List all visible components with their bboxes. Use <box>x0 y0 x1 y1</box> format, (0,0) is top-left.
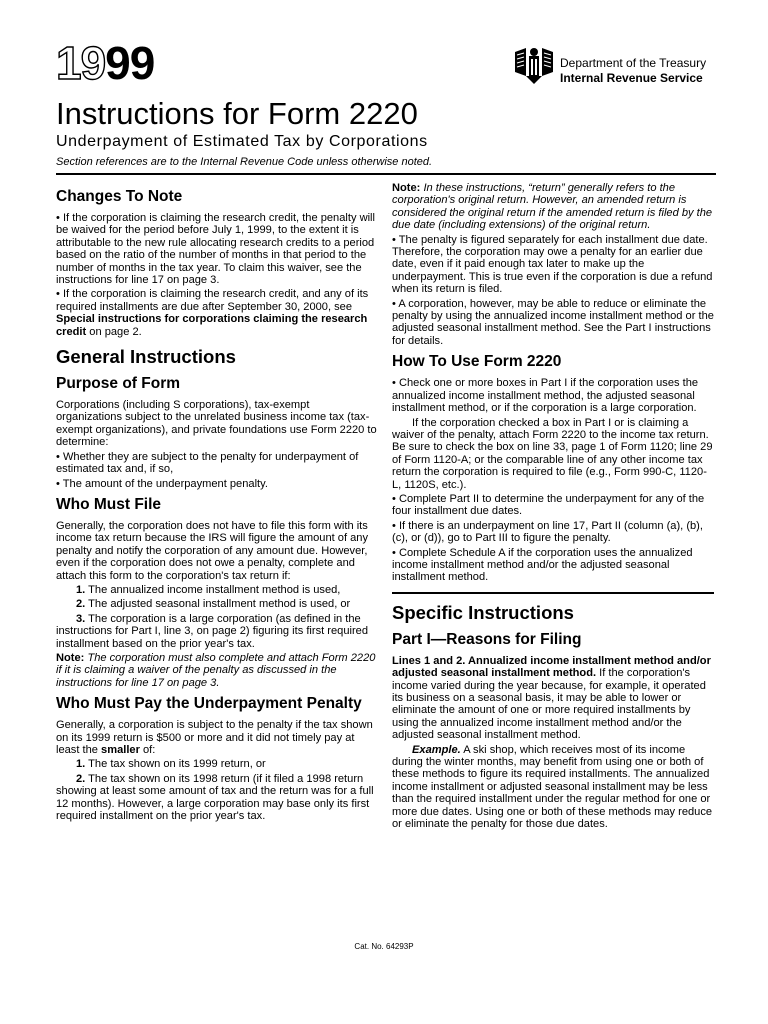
penalty-bullet-2: • A corporation, however, may be able to reduce or eliminate the penalty by using the annualized income installment method or the adjusted seasonal installment method. See the Part I instructions for details. <box>392 297 714 347</box>
right-column <box>392 182 714 832</box>
header-divider <box>56 173 716 175</box>
purpose-heading: Purpose of Form <box>56 375 181 393</box>
who-must-file-note: Note: The corporation must also complete and attach Form 2220 if it is claiming a waiver of the penalty as discussed in the instructions for line 17 on page 3. <box>56 651 376 689</box>
how-to-use-paragraph: If the corporation checked a box in Part I or is claiming a waiver of the penalty, attach Form 2220 to the income tax return. Be sure to check the box on line 33, page 1 of Form 1120; line 29 of Form 1120-A; or the comparable line of any other income tax return the corporation is required to file (e.g., Form 990-C, 1120-L, 1120S, etc.). <box>392 416 713 491</box>
who-must-file-item-2: 2. The adjusted seasonal installment method is used, or <box>76 598 351 611</box>
who-must-file-paragraph: Generally, the corporation does not have to file this form with its income tax return because the IRS will figure the amount of any penalty and notify the corporation of any amount due. However, even if the corporation does not owe a penalty, complete and attach this form to the corporation's tax return if: <box>56 519 369 582</box>
who-must-pay-item-1: 1. The tax shown on its 1999 return, or <box>76 758 266 771</box>
irs-eagle-icon <box>512 46 556 86</box>
specific-divider <box>392 592 714 594</box>
penalty-bullet-1: • The penalty is figured separately for each installment due date. Therefore, the corporation may owe a penalty for an earlier due date, even if it paid enough tax later to make up the underpayment. This is true even if the corporation is due a refund when its return is filed. <box>392 233 713 296</box>
agency-block <box>512 46 706 86</box>
how-to-use-bullet-1: • Check one or more boxes in Part I if the corporation uses the annualized income installment method, the adjusted seasonal installment method, or if the corporation is a large corporation. <box>392 377 699 415</box>
purpose-paragraph: Corporations (including S corporations), tax-exempt organizations subject to the unrelated business income tax (tax-exempt organizations), and private foundations use Form 2220 to determine: <box>56 399 377 449</box>
irs-name: Internal Revenue Service <box>560 71 703 85</box>
how-to-use-heading: How To Use Form 2220 <box>392 353 562 371</box>
lines-1-2-paragraph: Lines 1 and 2. Annualized income installment method and/or adjusted seasonal installment method. If the corporation's income varied during the year because, for example, it operated its business on a seasonal basis, it may be able to lower or eliminate the amount of one or more required installments by using the annualized income installment method and/or the adjusted seasonal installment method. <box>392 654 711 742</box>
who-must-file-item-1: 1. The annualized income installment method is used, <box>76 583 341 596</box>
changes-bullet-1: • If the corporation is claiming the research credit, the penalty will be waived for the period before July 1, 1999, to the extent it is attributable to the new rule allocating research credits to a period based on the ratio of the number of months in that period to the number of months in the tax year. To claim this waiver, see the instructions for line 17 on page 3. <box>56 212 375 287</box>
example-paragraph: Example. A ski shop, which receives most of its income during the winter months, may benefit from using one or both of these methods to figure its required installments. The annualized income installment or adjusted seasonal installment may be less than the required installment under the regular method for one or more due dates. Using one or both of these methods may reduce or eliminate the penalty for those due dates. <box>392 743 713 831</box>
changes-bullet-2: • If the corporation is claiming the research credit, and any of its required installments are due after September 30, 2000, see Special instructions for corporations claiming the research credit on page 2. <box>56 288 369 338</box>
year-outline-digits: 19 <box>56 37 106 89</box>
return-note: Note: In these instructions, “return” generally refers to the corporation's original return. However, an amended return is considered the original return if the amended return is filed by the due date (including extensions) of the original return. <box>392 182 713 232</box>
how-to-use-bullet-2: • Complete Part II to determine the underpayment for any of the four installment due dates. <box>392 492 705 518</box>
agency-name <box>560 56 706 86</box>
how-to-use-bullet-3: • If there is an underpayment on line 17, Part II (column (a), (b), (c), or (d)), go to Part III to figure the penalty. <box>392 519 703 545</box>
page-title: Instructions for Form 2220 <box>56 96 418 131</box>
who-must-pay-item-2: 2. The tax shown on its 1998 return (if it filed a 1998 return showing at least some amount of tax and the return was for a full 12 months). However, a large corporation may base only its first required installment on the prior year's tax. <box>56 772 374 823</box>
catalog-number: Cat. No. 64293P <box>354 942 414 951</box>
purpose-bullet-2: • The amount of the underpayment penalty. <box>56 477 268 490</box>
purpose-bullet-1: • Whether they are subject to the penalty for underpayment of estimated tax and, if so, <box>56 450 359 476</box>
section-reference-note: Section references are to the Internal Revenue Code unless otherwise noted. <box>56 156 433 168</box>
general-instructions-heading: General Instructions <box>56 346 236 368</box>
page-subtitle: Underpayment of Estimated Tax by Corporations <box>56 133 428 150</box>
part-1-heading: Part I—Reasons for Filing <box>392 630 582 648</box>
changes-heading: Changes To Note <box>56 188 183 205</box>
year-solid-digits: 99 <box>105 37 155 89</box>
who-must-file-heading: Who Must File <box>56 495 162 513</box>
left-column <box>56 182 378 824</box>
who-must-file-item-3: 3. The corporation is a large corporation (as defined in the instructions for Part I, line 3, on page 2) figuring its first required installment based on the prior year's tax. <box>56 612 369 650</box>
form-year <box>56 37 155 89</box>
specific-instructions-heading: Specific Instructions <box>392 601 574 623</box>
who-must-pay-paragraph: Generally, a corporation is subject to the penalty if the tax shown on its 1999 return is $500 or more and it did not timely pay at least the smaller of: <box>56 719 373 756</box>
how-to-use-bullet-4: • Complete Schedule A if the corporation uses the annualized income installment method and/or the adjusted seasonal installment method. <box>392 546 693 584</box>
department-name: Department of the Treasury <box>560 56 707 70</box>
who-must-pay-heading: Who Must Pay the Underpayment Penalty <box>56 695 362 713</box>
